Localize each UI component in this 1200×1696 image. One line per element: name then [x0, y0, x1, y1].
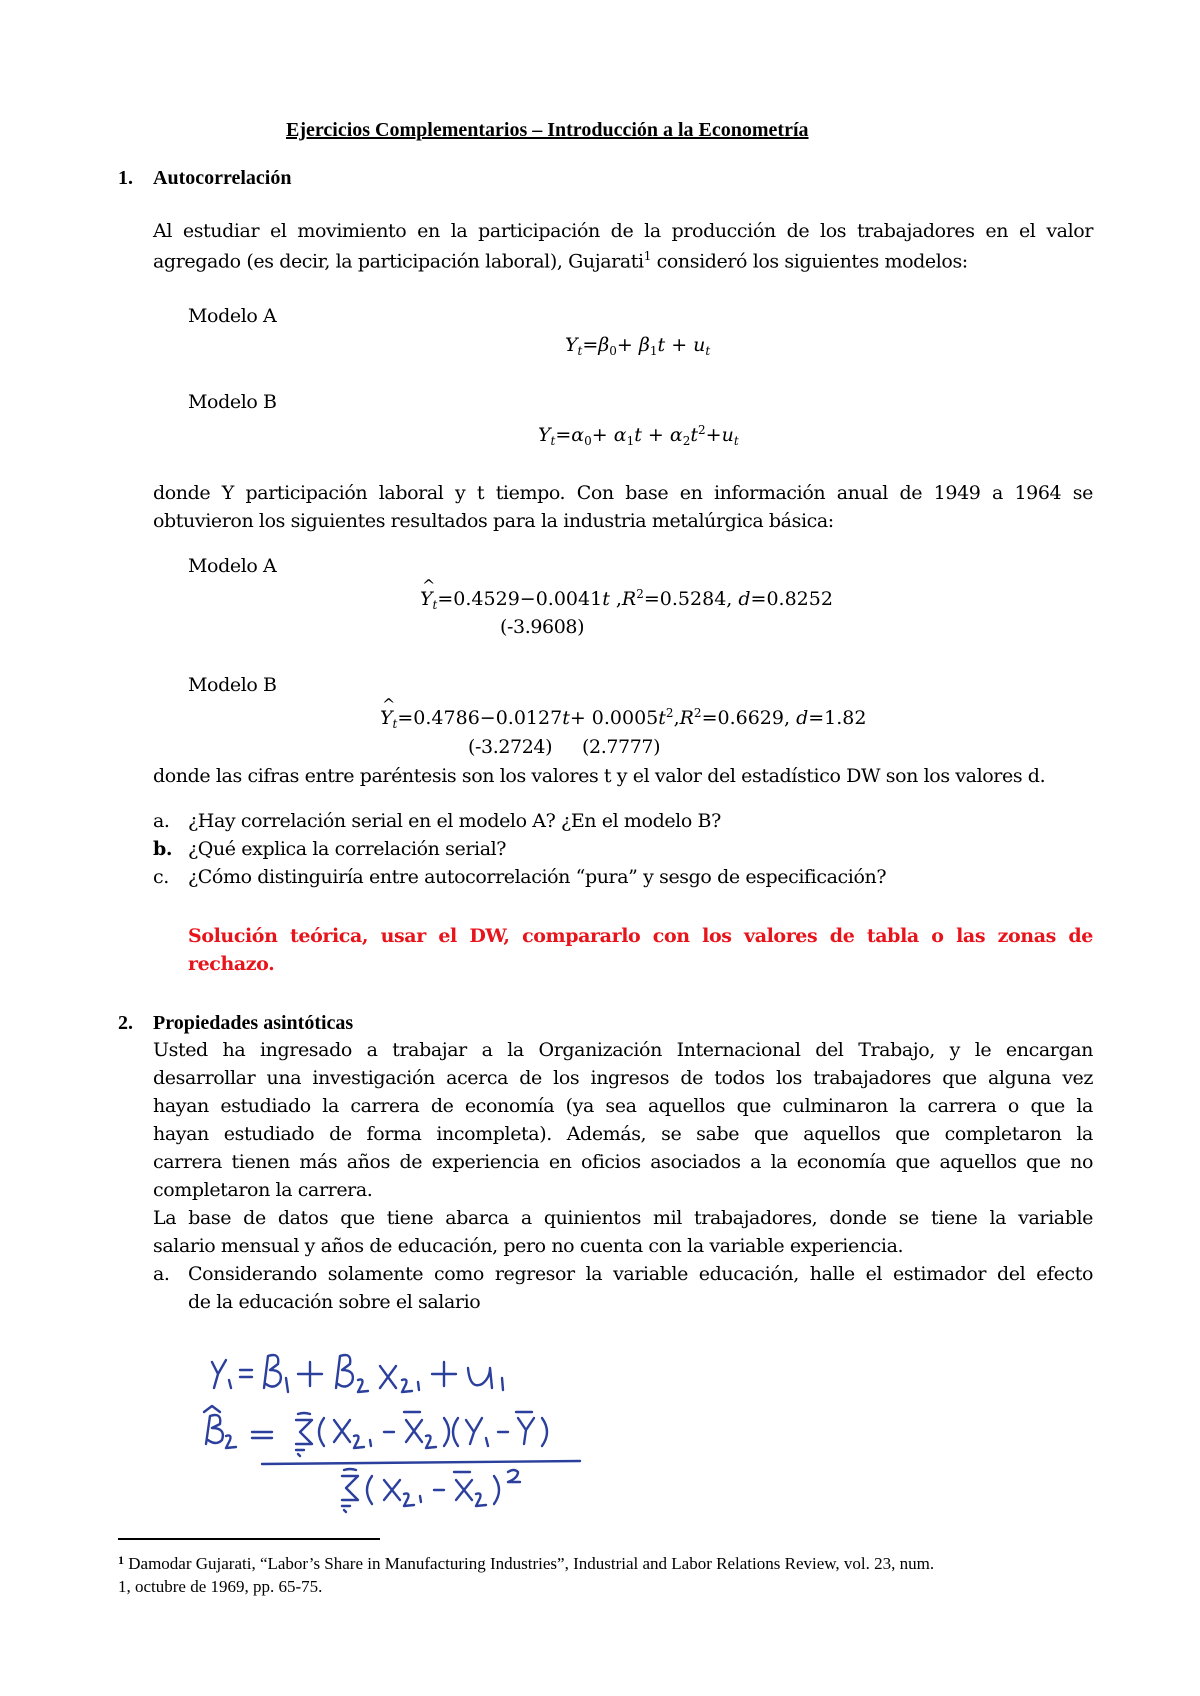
para2-line-1: La base de datos que tiene abarca a quinientos mil trabajadores, donde se tiene la variable — [153, 1207, 1093, 1229]
est-model-b-tstat-2: (2.7777) — [582, 736, 661, 758]
model-b-label: Modelo B — [188, 391, 277, 413]
solution-line-1: Solución teórica, usar el DW, compararlo con los valores de tabla o las zonas de — [188, 925, 1093, 947]
est-model-a-tstat: (-3.9608) — [500, 616, 585, 638]
footnote-ref: 1 — [643, 249, 651, 263]
para1-line-3: hayan estudiado la carrera de economía (ya sea aquellos que culminaron la carrera o que la — [153, 1095, 1093, 1117]
model-a-label: Modelo A — [188, 305, 277, 327]
question-b-text: ¿Qué explica la correlación serial? — [188, 838, 507, 860]
est-model-b-tstat-1: (-3.2724) — [468, 736, 553, 758]
est-model-b-label: Modelo B — [188, 674, 277, 696]
para1-line-5: carrera tienen más años de experiencia en oficios asociados a la economía que aquellos que no — [153, 1151, 1093, 1173]
para1-line-4: hayan estudiado de forma incompleta). Además, se sabe que aquellos que completaron la — [153, 1123, 1093, 1145]
question-b-letter: b. — [153, 838, 173, 860]
section-2-number: 2. — [118, 1012, 133, 1034]
intro-line-1: Al estudiar el movimiento en la participación de la producción de los trabajadores en el valor — [153, 220, 1093, 242]
est-model-a-label: Modelo A — [188, 555, 277, 577]
handwritten-ols-formula — [200, 1340, 640, 1515]
section-1-heading: Autocorrelación — [153, 167, 292, 189]
section-1-number: 1. — [118, 167, 133, 189]
page-title: Ejercicios Complementarios – Introducción a la Econometría — [286, 119, 809, 141]
est-model-a-equation: ^ $Y_t=0.4529-0.0041t$ $,R^2=0.5284$, d=0.8252 — [420, 588, 833, 611]
question-2a-letter: a. — [153, 1263, 170, 1285]
question-c-letter: c. — [153, 866, 169, 888]
question-a-letter: a. — [153, 810, 170, 832]
section-2-heading: Propiedades asintóticas — [153, 1012, 354, 1034]
intro-line-2: agregado (es decir, la participación laboral), Gujarati$^1$ consideró los siguientes modelos: — [153, 249, 968, 273]
where-line-1: donde Y participación laboral y t tiempo. Con base en información anual de 1949 a 1964 se — [153, 482, 1093, 504]
question-2a-line-1: Considerando solamente como regresor la variable educación, halle el estimador del efecto — [188, 1263, 1093, 1285]
footnote-separator — [118, 1538, 380, 1540]
model-b-equation: $Y_t=\alpha_0+ \alpha_1t + \alpha_2t^2+u_t$ — [538, 423, 739, 448]
para1-line-2: desarrollar una investigación acerca de los ingresos de todos los trabajadores que alguna vez — [153, 1067, 1093, 1089]
footnote-line-2: 1, octubre de 1969, pp. 65-75. — [118, 1577, 323, 1596]
question-2a-line-2: de la educación sobre el salario — [188, 1291, 481, 1313]
para1-line-1: Usted ha ingresado a trabajar a la Organización Internacional del Trabajo, y le encargan — [153, 1039, 1093, 1061]
para2-line-2: salario mensual y años de educación, pero no cuenta con la variable experiencia. — [153, 1235, 904, 1257]
question-c-text: ¿Cómo distinguiría entre autocorrelación “pura” y sesgo de especificación? — [188, 866, 887, 888]
model-a-equation: $Y_t=\beta_0+ \beta_1t + u_t$ — [565, 334, 711, 358]
question-a-text: ¿Hay correlación serial en el modelo A? ¿En el modelo B? — [188, 810, 721, 832]
footnote-line-1: $^1$ Damodar Gujarati, “Labor’s Share in Manufacturing Industries”, Industrial and Labor Relations Review, vol. 23, num. — [118, 1553, 935, 1573]
solution-line-2: rechazo. — [188, 953, 275, 975]
values-note: donde las cifras entre paréntesis son los valores t y el valor del estadístico DW son los valores d. — [153, 765, 1046, 787]
est-model-b-equation: ^ $Y_t=0.4786-0.0127t+ 0.0005t^2,R^2=0.6629$, d=1.82 — [380, 707, 866, 730]
where-line-2: obtuvieron los siguientes resultados para la industria metalúrgica básica: — [153, 510, 834, 532]
para1-line-6: completaron la carrera. — [153, 1179, 373, 1201]
